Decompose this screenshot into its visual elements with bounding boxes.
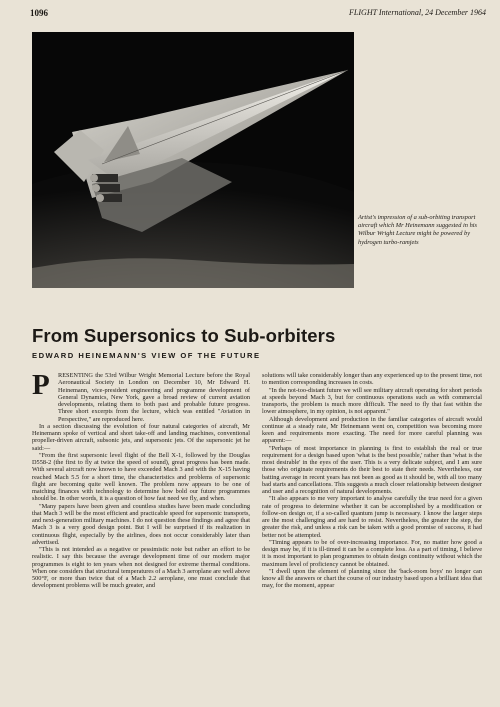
paragraph: "Perhaps of most importance in planning is first to establish the real or true requirement for a design based upon 'what is the best possible,' rather than 'what is the most desirable' in the eyes of the user. This is a very delicate subject, and I am sure those who originate requirements do their best to state their needs. Nevertheless, our batting average in recent years has not been as good as it should be, with all too many bad starts and cancellations. This suggests a much closer relationship between designer and user and a recognition of natural developments. (262, 444, 482, 495)
paragraph: In a section discussing the evolution of four natural categories of aircraft, Mr Heinemann spoke of vertical and short take-off and landing machines, conventional propeller-driven aircraft, subsonic jets, and supersonic jets. Of the supersonic jet he said:— (32, 422, 250, 452)
right-column (262, 372, 482, 702)
paragraph: "From the first supersonic level flight of the Bell X-1, followed by the Douglas D558-2 (the first to fly at twice the speed of sound), great progress has been made. With several aircraft now known to have exceeded Mach 3 and with the X-15 having reached Mach 5.5 for a short time, the characteristics and problems of supersonic flight are becoming quite well known. The problem now appears to be one of matching finances with technology to determine how bold our future programmes should be. In other words, it is a question of how fast need we fly, and when. (32, 451, 250, 503)
paragraph: RESENTING the 53rd Wilbur Wright Memorial Lecture before the Royal Aeronautical Society in London on December 10, Mr Edward H. Heinemann, vice-president engineering and programme development of General Dynamics, New York, gave a broad review of current aviation developments, relating them to both past and probable future progress. Three short excerpts from the lecture, which was entitled "Aviation in Perspective," are reproduced here. (58, 372, 250, 423)
running-head: FLIGHT International, 24 December 1964 (349, 8, 486, 17)
left-column (32, 372, 250, 702)
paragraph: "I dwell upon the element of planning since the 'back-room boys' no longer can know all the answers or chart the course of our industry based upon a brilliant idea that may, for the moment, appear (262, 567, 482, 590)
paragraph: "Many papers have been given and countless studies have been made concluding that Mach 3 will be the most efficient and practicable speed for supersonic transports, and next-generation military machines. I do not question these findings and agree that Mach 3 is a very good design point. But I will be surprised if its realization in continuous flight, especially by the airlines, does not occur considerably later than advertised. (32, 502, 250, 546)
paragraph: "Timing appears to be of over-increasing importance. For, no matter how good a design may be, if it is ill-timed it can be a complete loss. As a part of timing, I believe it is most important to plan programmes to obtain design continuity without which the maximum level of proficiency cannot be obtained. (262, 538, 482, 568)
paragraph: solutions will take considerably longer than any experienced up to the present time, not to mention corresponding increases in costs. (262, 372, 482, 387)
paragraph: Although development and production in the familiar categories of aircraft would continue at a steady rate, Mr Heinemann went on, competition was becoming more keen and requirements more exacting. The need for more careful planning was apparent:— (262, 415, 482, 445)
article-title: From Supersonics to Sub-orbiters (32, 325, 336, 346)
page-number: 1096 (30, 8, 48, 18)
sub-orbiter-aircraft-illustration (32, 32, 354, 288)
paragraph: "In the not-too-distant future we will see military aircraft operating for short periods at speeds beyond Mach 3, but for continuous operations such as with commercial transports, the problem is much more difficult. The need to fly that fast within the lower atmosphere, in my opinion, is not apparent." (262, 386, 482, 416)
figure-caption: Artist's impression of a sub-orbiting transport aircraft which Mr Heinemann suggested in his Wilbur Wright Lecture might be powered by hydrogen turbo-ramjets (358, 214, 478, 246)
article-subtitle: EDWARD HEINEMANN'S VIEW OF THE FUTURE (32, 351, 261, 360)
paragraph: "It also appears to me very important to analyse carefully the true need for a given rate of progress to determine whether it can be accomplished by a modification or follow-on design or, if a so-called quantum jump is necessary. I know the larger steps are the most challenging and are hard to resist. Nevertheless, the greater the step, the greater the risk, and unless a risk can be taken with a good promise of success, it had better not be attempted. (262, 495, 482, 539)
drop-cap: P (32, 372, 50, 401)
paragraph: "This is not intended as a negative or pessimistic note but rather an effort to be realistic. I say this because the average development time of our modern major programmes is eight to ten years when not designed for extreme thermal conditions. When one considers that structural temperatures of a Mach 3 aeroplane are well above 500°F, or more than twice that of a Mach 2.2 aeroplane, one must conclude that development problems will be much greater, and (32, 546, 250, 590)
aircraft-photo (32, 32, 354, 288)
